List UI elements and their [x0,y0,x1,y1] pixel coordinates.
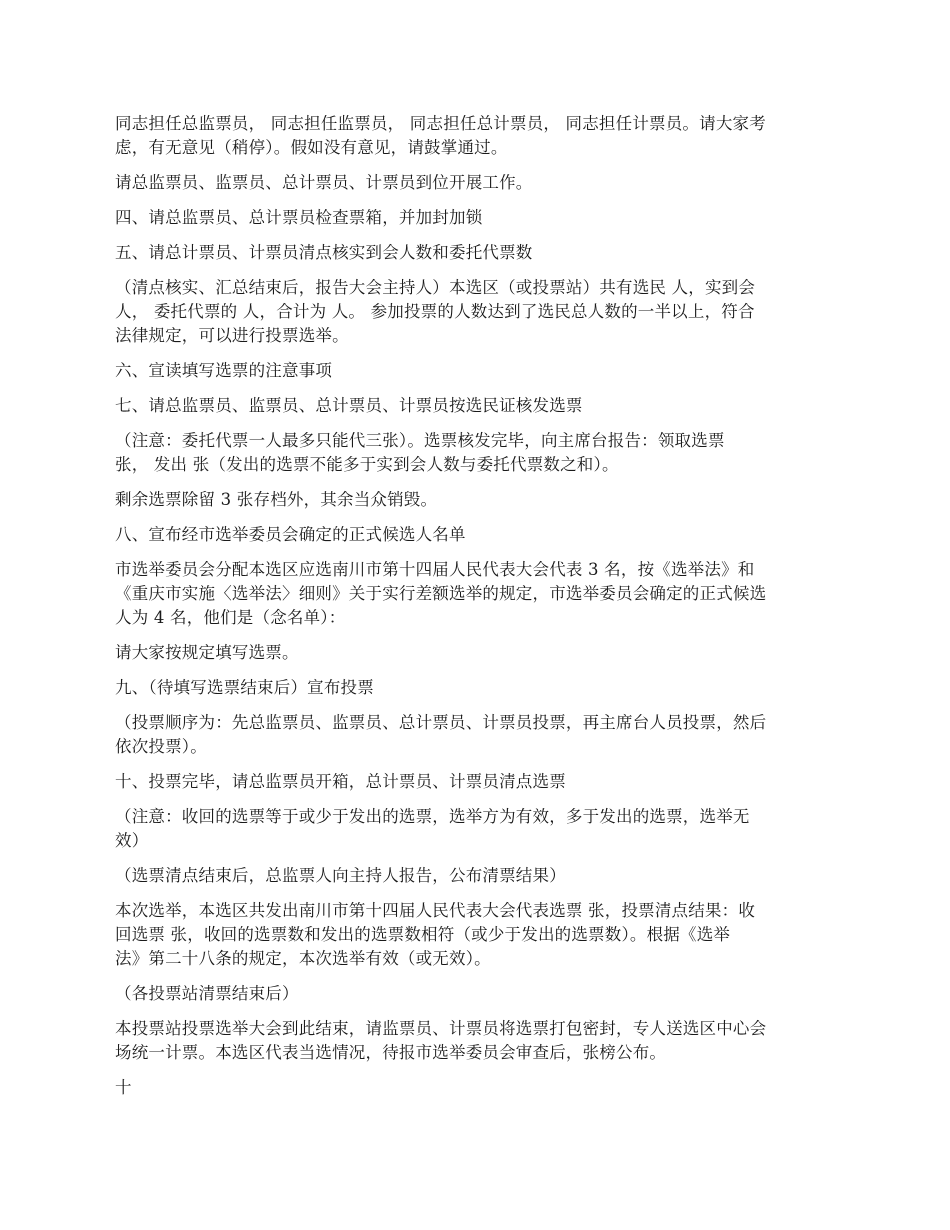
paragraph-4: 五、请总计票员、计票员清点核实到会人数和委托代票数 [115,243,533,262]
paragraph-21: 十 [115,1078,132,1097]
paragraph-9: 剩余选票除留 3 张存档外，其余当众销毁。 [115,490,438,509]
document-page [115,112,843,1111]
paragraph-19: （各投票站清票结束后） [115,984,299,1003]
paragraph-1: 同志担任总监票员， 同志担任监票员， 同志担任总计票员， 同志担任计票员。请大家考 虑，有无意见（稍停）。假如没有意见，请鼓掌通过。 [115,114,766,157]
paragraph-3: 四、请总监票员、总计票员检查票箱，并加封加锁 [115,208,483,227]
paragraph-7: 七、请总监票员、监票员、总计票员、计票员按选民证核发选票 [115,396,583,415]
paragraph-13: 九、（待填写选票结束后）宣布投票 [115,678,374,697]
paragraph-11: 市选举委员会分配本选区应选南川市第十四届人民代表大会代表 3 名，按《选举法》和 《重庆市实施〈选举法〉细则》关于实行差额选举的规定，市选举委员会确定的正式候选 人为 4 名，他们是（念名单）： [115,560,767,627]
paragraph-8: （注意：委托代票一人最多只能代三张）。选票核发完毕，向主席台报告：领取选票 张， 发出 张（发出的选票不能多于实到会人数与委托代票数之和）。 [115,431,725,474]
paragraph-16: （注意：收回的选票等于或少于发出的选票，选举方为有效，多于发出的选票，选举无 效） [115,807,750,850]
paragraph-14: （投票顺序为：先总监票员、监票员、总计票员、计票员投票，再主席台人员投票，然后 依次投票）。 [115,713,767,756]
paragraph-12: 请大家按规定填写选票。 [115,643,299,662]
paragraph-15: 十、投票完毕，请总监票员开箱，总计票员、计票员清点选票 [115,772,566,791]
paragraph-2: 请总监票员、监票员、总计票员、计票员到位开展工作。 [115,173,533,192]
paragraph-5: （清点核实、汇总结束后，报告大会主持人）本选区（或投票站）共有选民 人，实到会 人， 委托代票的 人，合计为 人。 参加投票的人数达到了选民总人数的一半以上，符合 法律规定，可以进行投票选举。 [115,278,756,345]
paragraph-18: 本次选举，本选区共发出南川市第十四届人民代表大会代表选票 张，投票清点结果：收 回选票 张，收回的选票数和发出的选票数相符（或少于发出的选票数）。根据《选举 法》第二十八条的规定，本次选举有效（或无效）。 [115,901,756,968]
paragraph-20: 本投票站投票选举大会到此结束，请监票员、计票员将选票打包密封，专人送选区中心会 场统一计票。本选区代表当选情况，待报市选举委员会审查后，张榜公布。 [115,1019,767,1062]
paragraph-10: 八、宣布经市选举委员会确定的正式候选人名单 [115,525,466,544]
paragraph-6: 六、宣读填写选票的注意事项 [115,361,333,380]
paragraph-17: （选票清点结束后，总监票人向主持人报告，公布清票结果） [115,866,566,885]
